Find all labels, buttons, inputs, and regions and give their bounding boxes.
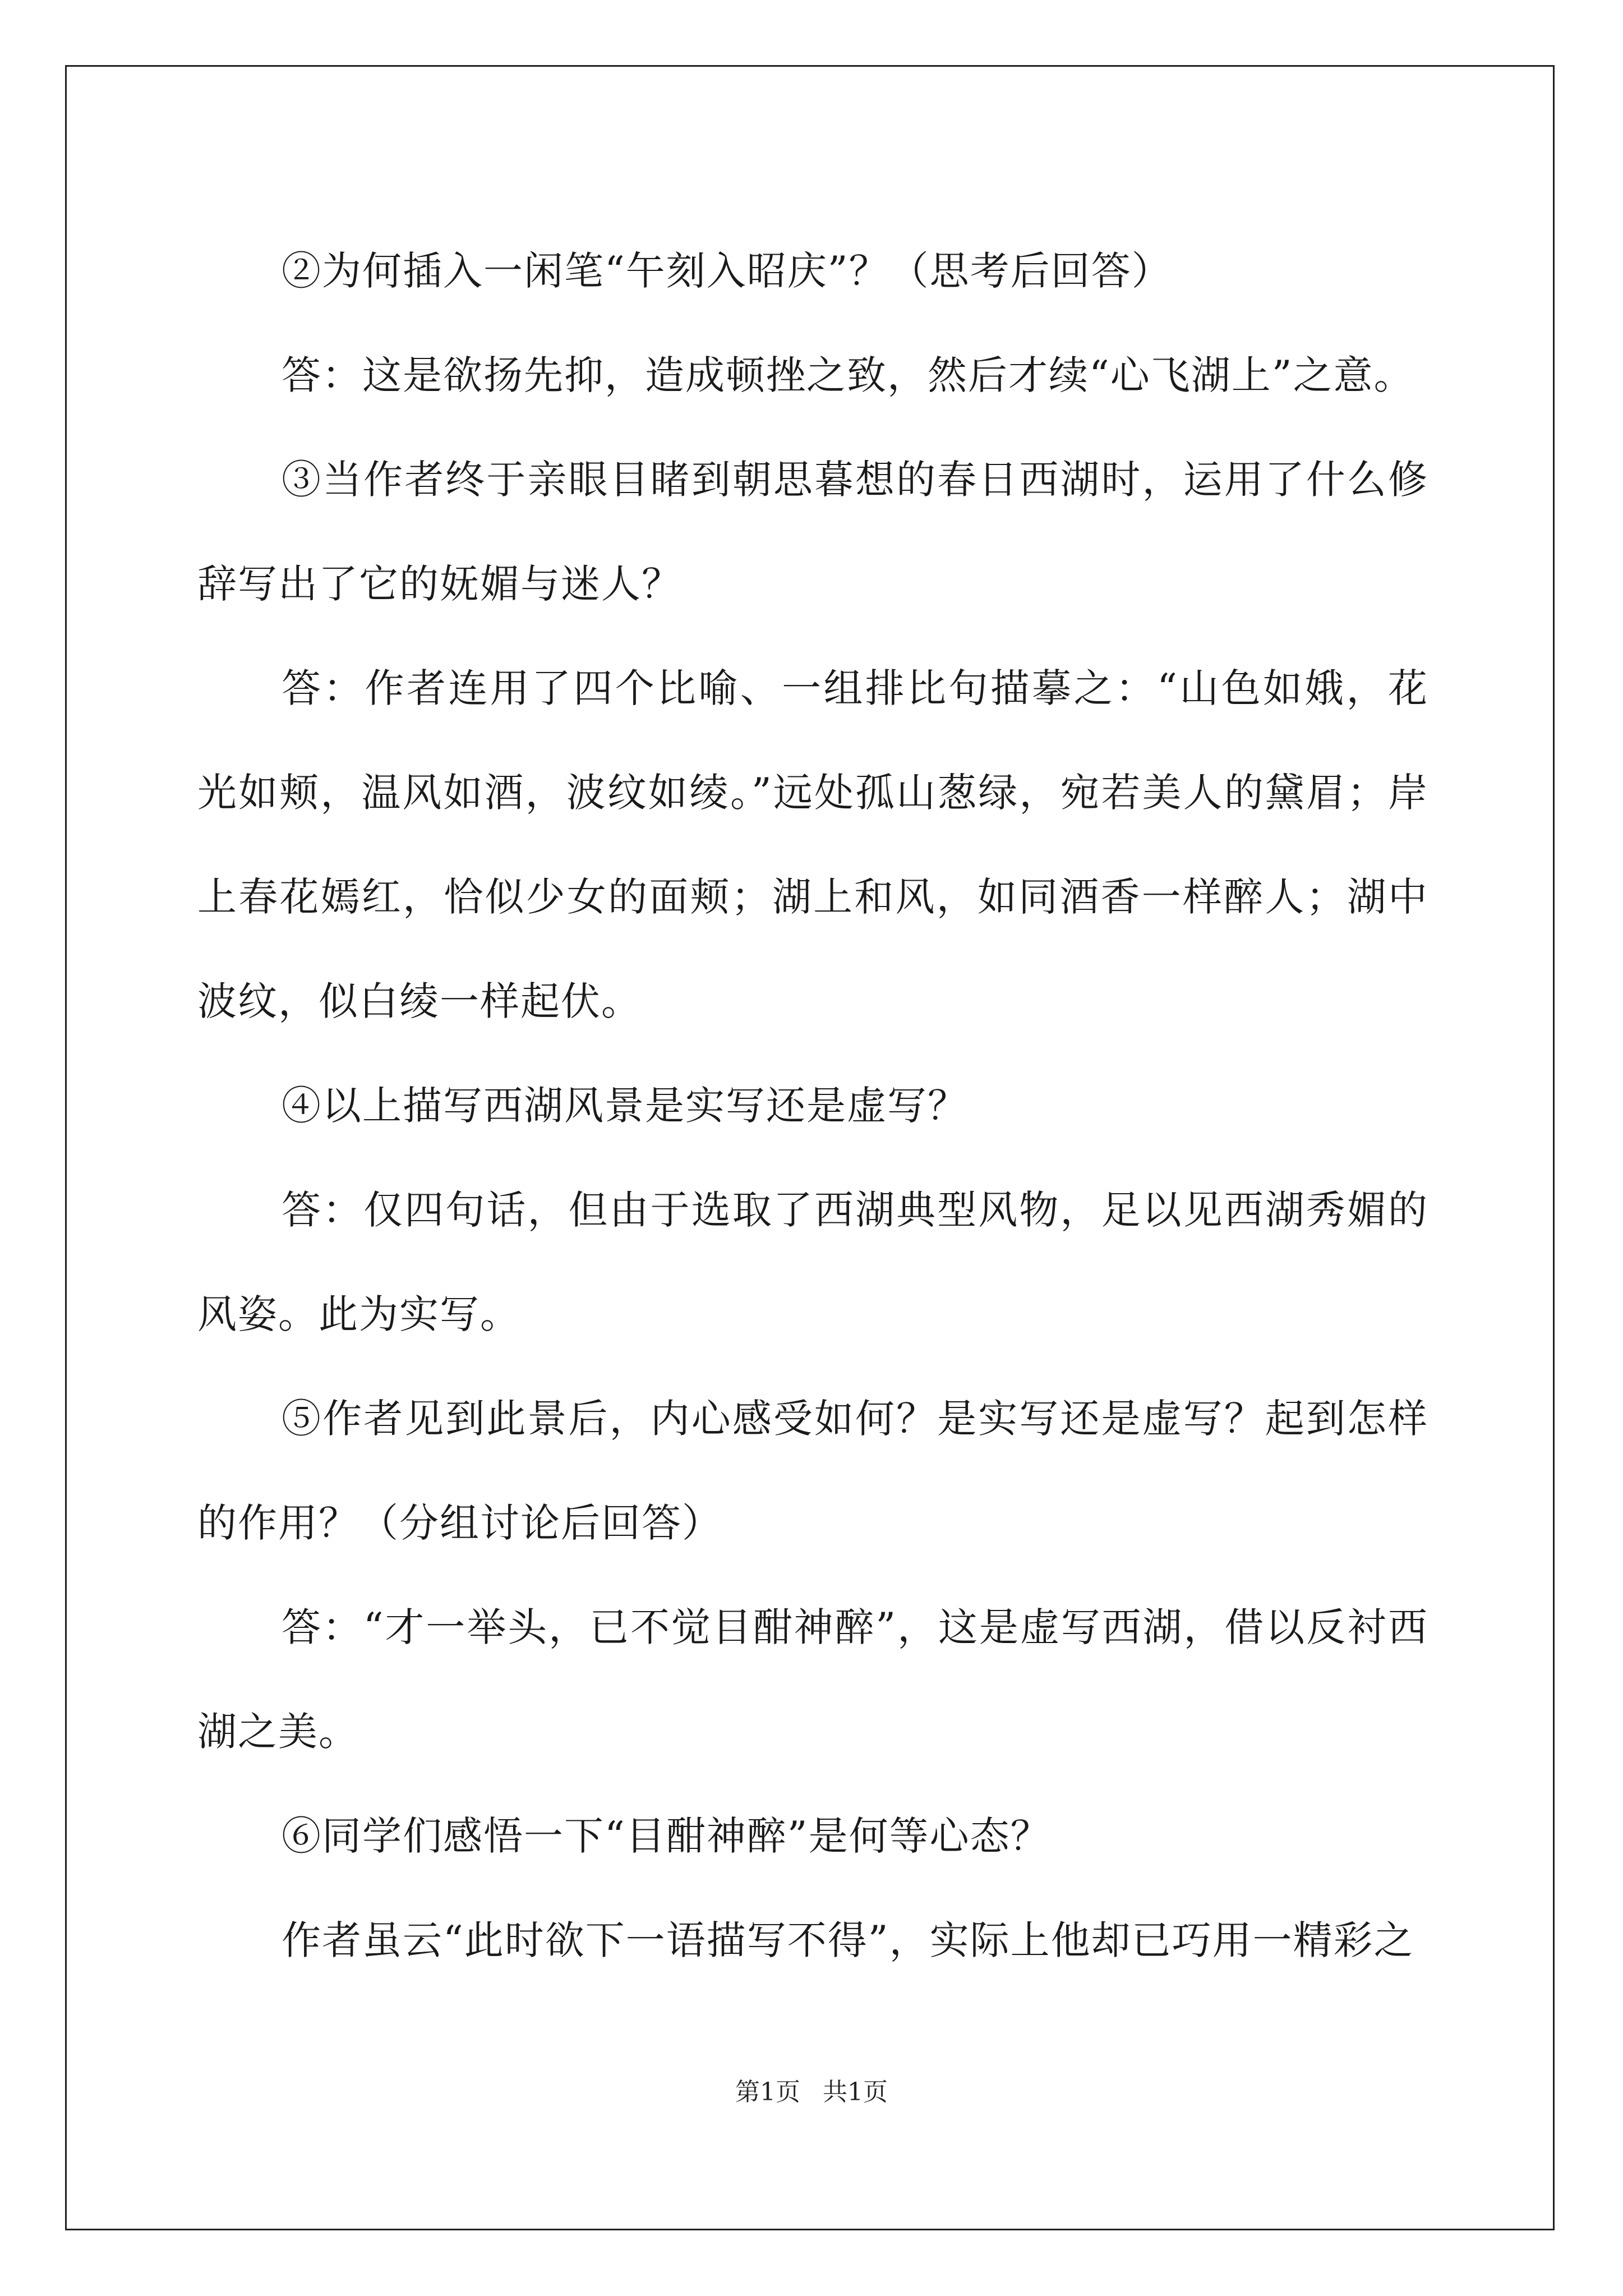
paragraph-question-5: ⑤作者见到此景后，内心感受如何？是实写还是虚写？起到怎样的作用？（分组讨论后回答） — [197, 1396, 1428, 1546]
paragraph-question-2: ②为何插入一闲笔“午刻入昭庆”？（思考后回答） — [282, 248, 1172, 294]
page-number: 第1页 — [735, 2078, 800, 2106]
paragraph-answer-2: 答：这是欲扬先抑，造成顿挫之致，然后才续“心飞湖上”之意。 — [282, 352, 1414, 398]
paragraph-answer-6: 作者虽云“此时欲下一语描写不得”，实际上他却已巧用一精彩之 — [282, 1917, 1414, 1963]
paragraph-question-4: ④以上描写西湖风景是实写还是虚写？ — [282, 1083, 968, 1129]
paragraph-answer-4: 答：仅四句话，但由于选取了西湖典型风物，足以见西湖秀媚的风姿。此为实写。 — [197, 1187, 1428, 1337]
page-footer — [0, 2076, 1623, 2109]
paragraph-answer-5: 答：“才一举头，已不觉目酣神醉”，这是虚写西湖，借以反衬西湖之美。 — [197, 1604, 1428, 1755]
paragraph-question-6: ⑥同学们感悟一下“目酣神醉”是何等心态？ — [282, 1813, 1051, 1859]
paragraph-question-3: ③当作者终于亲眼目睹到朝思暮想的春日西湖时，运用了什么修辞写出了它的妩媚与迷人？ — [197, 457, 1428, 607]
page-total: 共1页 — [823, 2078, 888, 2106]
paragraph-answer-3: 答：作者连用了四个比喻、一组排比句描摹之：“山色如娥，花光如颊，温风如酒，波纹如绫。”远处孤山葱绿，宛若美人的黛眉；岸上春花嫣红，恰似少女的面颊；湖上和风，如同酒香一样醉人；湖中波纹，似白绫一样起伏。 — [197, 665, 1428, 1024]
document-body — [197, 219, 1428, 1993]
